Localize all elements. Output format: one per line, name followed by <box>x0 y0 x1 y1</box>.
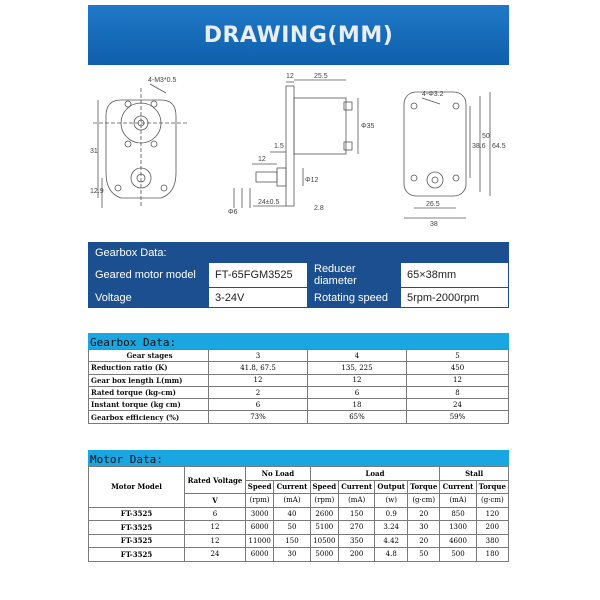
svg-text:24±0.5: 24±0.5 <box>258 199 280 206</box>
table-row: Gear box length L(mm) 12 12 12 <box>89 374 509 386</box>
gearbox-data-table <box>88 349 509 424</box>
table-row: Gearbox efficiency (%) 73% 65% 59% <box>89 411 509 423</box>
table-row: FT-3525 12 6000 50 5100 270 3.24 30 1300 200 <box>89 521 509 535</box>
svg-text:64.5: 64.5 <box>492 143 506 150</box>
table-row: FT-3525 6 3000 40 2600 150 0.9 20 850 120 <box>89 507 509 521</box>
svg-text:Φ6: Φ6 <box>228 209 238 216</box>
gearbox-summary-title: Gearbox Data: <box>89 243 509 263</box>
gearbox-summary-table <box>88 242 509 308</box>
table-row: FT-3525 24 6000 30 5000 200 4.8 50 500 180 <box>89 548 509 562</box>
svg-text:1.5: 1.5 <box>274 143 284 150</box>
table-row: V (rpm) (mA) (rpm) (mA) (w) (g·cm) (mA) (g·cm) <box>89 494 509 508</box>
svg-text:Φ12: Φ12 <box>305 177 319 184</box>
svg-text:4-M3*0.5: 4-M3*0.5 <box>148 77 177 84</box>
svg-text:12: 12 <box>258 156 266 163</box>
table-row: Voltage 3-24V Rotating speed 5rpm-2000rpm <box>89 288 509 308</box>
svg-text:38.6: 38.6 <box>472 143 486 150</box>
svg-text:12: 12 <box>286 73 294 80</box>
table-row: Motor Model Rated Voltage No Load Load Stall <box>89 467 509 481</box>
svg-text:4-Φ3.2: 4-Φ3.2 <box>422 91 444 98</box>
rear-view-shaft-circle <box>427 172 443 188</box>
svg-text:38: 38 <box>430 221 438 228</box>
svg-text:26.5: 26.5 <box>426 201 440 208</box>
motor-data-header: Motor Data: <box>88 450 509 466</box>
side-view-gearbox <box>286 86 294 206</box>
drawing-banner <box>88 5 509 65</box>
svg-text:31: 31 <box>90 148 98 155</box>
table-row: Instant torque (kg cm) 6 18 24 <box>89 399 509 411</box>
svg-text:2.8: 2.8 <box>314 205 324 212</box>
svg-text:12.9: 12.9 <box>90 188 104 195</box>
side-view-shaft <box>256 172 277 182</box>
table-row: Geared motor model FT-65FGM3525 Reducer diameter 65×38mm <box>89 263 509 288</box>
table-row: Reduction ratio (K) 41.8, 67.5 135, 225 450 <box>89 362 509 374</box>
banner-title: DRAWING(MM) <box>203 22 394 48</box>
table-row: Speed Current Speed Current Output Torque Current Torque <box>89 480 509 494</box>
motor-data-table <box>88 466 509 562</box>
table-row: FT-3525 12 11000 150 10500 350 4.42 20 4600 380 <box>89 534 509 548</box>
side-view-motor <box>294 98 346 154</box>
table-row: Rated torque (kg-cm) 2 6 8 <box>89 386 509 398</box>
svg-text:25.5: 25.5 <box>314 73 328 80</box>
gearbox-data-header: Gearbox Data: <box>88 333 509 349</box>
table-row: Gear stages 3 4 5 <box>89 350 509 362</box>
svg-text:50: 50 <box>482 133 490 140</box>
technical-drawing <box>88 68 509 238</box>
rear-view-outline <box>404 92 466 196</box>
svg-text:Φ35: Φ35 <box>361 123 375 130</box>
